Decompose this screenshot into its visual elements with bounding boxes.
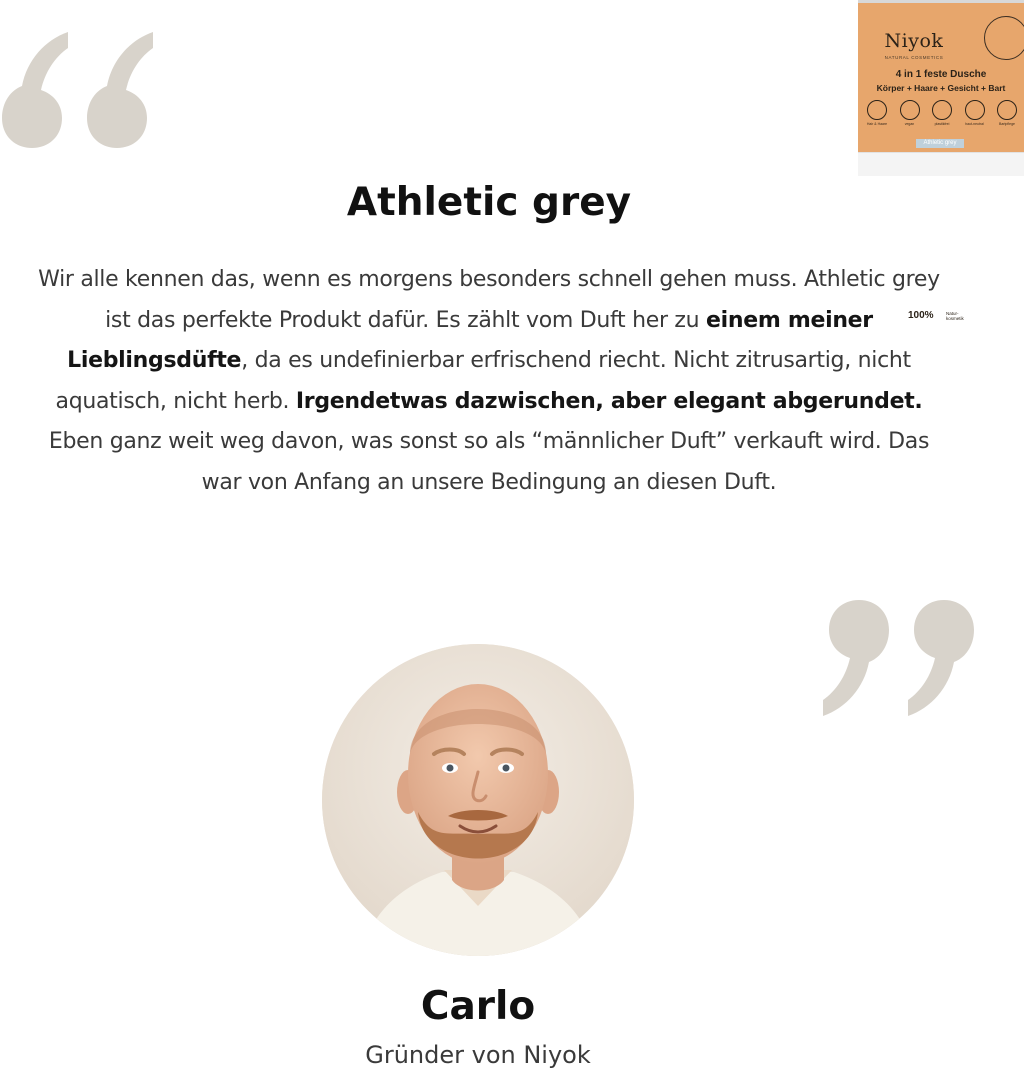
opening-quotation-mark-icon [0, 12, 160, 152]
minus-icon: Bartpflege [996, 100, 1018, 130]
heart-icon: vegan [899, 100, 921, 130]
person-name: Carlo [420, 984, 536, 1029]
product-brand: Niyok [884, 30, 944, 52]
no-plastic-icon: plastikfrei [931, 100, 953, 130]
product-box-base [858, 152, 1024, 321]
product-tagline: NATURAL COSMETICS [884, 55, 944, 60]
text-segment: Eben ganz weit weg davon, was sonst so als “männlicher Duft” verkauft wird. Das war von Anfang an unsere Bedingung an diesen Duft. [48, 429, 930, 495]
portrait-illustration [322, 644, 634, 956]
product-usage: Körper + Haare + Gesicht + Bart [876, 83, 1006, 93]
text-highlight: Irgendetwas dazwischen, aber elegant abgerundet. [295, 388, 923, 414]
testimonial-text [28, 260, 950, 503]
product-type: 4 in 1 feste Dusche [895, 69, 987, 80]
seal-icon [984, 16, 1024, 60]
avatar [322, 644, 634, 956]
product-feature-icons [866, 100, 1018, 130]
product-percent: 100% [908, 310, 934, 321]
product-box-front [858, 0, 1024, 152]
body-hair-icon: Hair & Haare [866, 100, 888, 130]
page-title: Athletic grey [346, 180, 632, 225]
product-variant-label: Athletic grey [916, 139, 964, 148]
skin-neutral-icon: haut-neutral [964, 100, 986, 130]
closing-quotation-mark-icon [816, 596, 976, 736]
text-highlight: einem meiner Lieblingsdüfte [67, 307, 873, 373]
product-natur-label: Natur-kosmetik [946, 311, 964, 321]
text-segment: Wir alle kennen das, wenn es morgens besonders schnell gehen muss. Athletic grey ist das perfekte Produkt dafür. Es zählt vom Duft her zu [38, 267, 940, 333]
person-role: Gründer von Niyok [365, 1041, 591, 1069]
product-package [858, 0, 1024, 321]
text-segment: , da es undefinierbar erfrischend riecht. Nicht zitrusartig, nicht aquatisch, nicht herb. [55, 348, 911, 414]
